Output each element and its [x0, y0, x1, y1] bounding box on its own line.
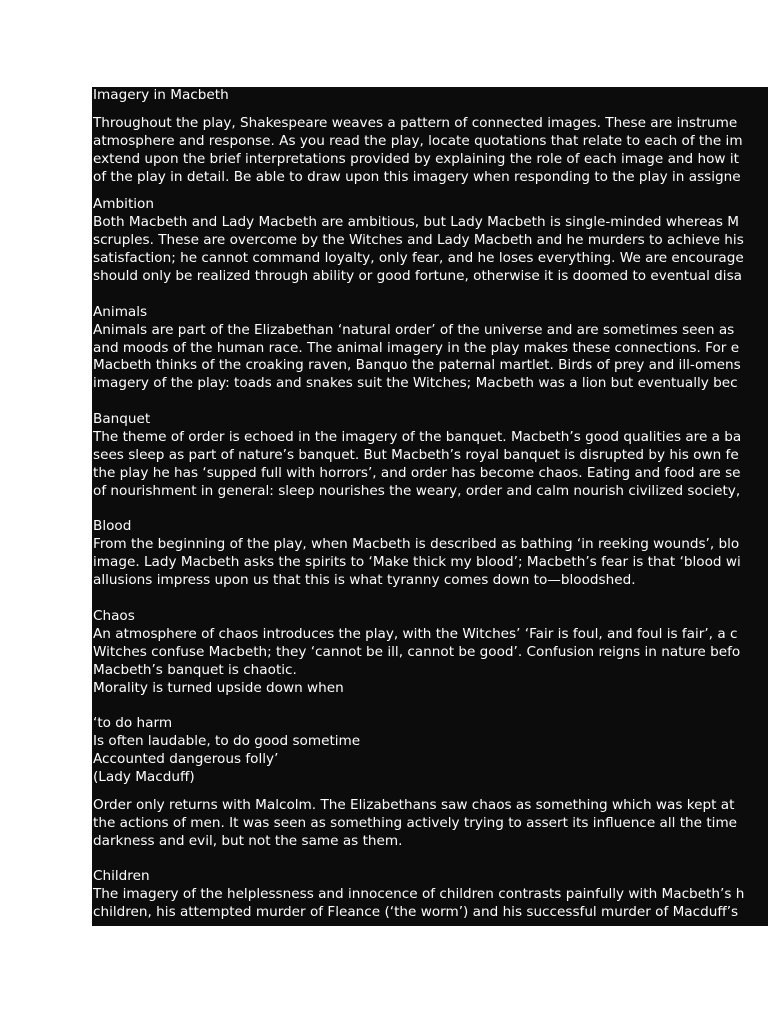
text-line: Morality is turned upside down when [93, 679, 344, 696]
text-line: satisfaction; he cannot command loyalty, only fear, and he loses everything. We are encourage [93, 250, 744, 267]
text-line: Witches confuse Macbeth; they ‘cannot be ill, cannot be good’. Confusion reigns in nature befo [93, 643, 741, 660]
section-heading: Children [93, 868, 150, 885]
text-line: Macbeth thinks of the croaking raven, Banquo the paternal martlet. Birds of prey and ill-omens [93, 357, 741, 374]
text-line: From the beginning of the play, when Macbeth is described as bathing ‘in reeking wounds’, blo [93, 536, 740, 553]
quote-line: Is often laudable, to do good sometime [93, 733, 361, 750]
text-line: the play he has ‘supped full with horrors’, and order has become chaos. Eating and food are se [93, 464, 741, 481]
quote-attribution: (Lady Macduff) [93, 768, 195, 785]
section-ambition [93, 196, 768, 285]
section-banquet [93, 411, 768, 500]
text-line: Both Macbeth and Lady Macbeth are ambitious, but Lady Macbeth is single-minded whereas M [93, 214, 740, 231]
text-line: An atmosphere of chaos introduces the play, with the Witches’ ‘Fair is foul, and foul is fair’, a c [93, 625, 738, 642]
text-line: Macbeth’s banquet is chaotic. [93, 661, 297, 678]
text-line: the actions of men. It was seen as something actively trying to assert its influence all the time [93, 814, 738, 831]
section-animals [93, 304, 768, 393]
quote-line: ‘to do harm [93, 715, 173, 732]
text-line: darkness and evil, but not the same as them. [93, 832, 403, 849]
text-line: allusions impress upon us that this is what tyranny comes down to—bloodshed. [93, 572, 636, 589]
block-quote [93, 715, 768, 787]
text-line: The imagery of the helplessness and innocence of children contrasts painfully with Macbeth’s h [93, 886, 745, 903]
text-line: and moods of the human race. The animal imagery in the play makes these connections. For e [93, 339, 740, 356]
section-heading: Ambition [93, 196, 154, 213]
document-title: Imagery in Macbeth [93, 87, 229, 103]
section-heading: Banquet [93, 411, 151, 428]
section-children [93, 868, 768, 922]
document-page [92, 87, 768, 926]
text-line: children, his attempted murder of Fleance (‘the worm’) and his successful murder of Macduff’s [93, 904, 739, 921]
text-line: imagery of the play: toads and snakes suit the Witches; Macbeth was a lion but eventually bec [93, 375, 738, 392]
section-blood [93, 518, 768, 590]
intro-paragraph [93, 115, 768, 187]
text-line: extend upon the brief interpretations provided by explaining the role of each image and how it [93, 150, 739, 167]
text-line: The theme of order is echoed in the imagery of the banquet. Macbeth’s good qualities are a ba [93, 429, 742, 446]
section-heading: Blood [93, 518, 132, 535]
text-line: image. Lady Macbeth asks the spirits to ‘Make thick my blood’; Macbeth’s fear is that ‘blood wi [93, 554, 741, 571]
section-heading: Animals [93, 303, 148, 320]
document-body [93, 87, 768, 922]
text-line: Order only returns with Malcolm. The Elizabethans saw chaos as something which was kept at [93, 796, 735, 813]
text-line: Throughout the play, Shakespeare weaves a pattern of connected images. These are instrume [93, 114, 738, 131]
text-line: sees sleep as part of nature’s banquet. But Macbeth’s royal banquet is disrupted by his own fe [93, 446, 739, 463]
text-line: of nourishment in general: sleep nourishes the weary, order and calm nourish civilized society, [93, 482, 741, 499]
text-line: Animals are part of the Elizabethan ‘natural order’ of the universe and are sometimes seen as [93, 321, 735, 338]
quote-line: Accounted dangerous folly’ [93, 751, 279, 768]
text-line: atmosphere and response. As you read the play, locate quotations that relate to each of the im [93, 132, 743, 149]
section-heading: Chaos [93, 607, 135, 624]
section-chaos [93, 608, 768, 851]
text-line: should only be realized through ability or good fortune, otherwise it is doomed to eventual disa [93, 268, 742, 285]
text-line: of the play in detail. Be able to draw upon this imagery when responding to the play in assigne [93, 168, 741, 185]
text-line: scruples. These are overcome by the Witches and Lady Macbeth and he murders to achieve his [93, 232, 744, 249]
